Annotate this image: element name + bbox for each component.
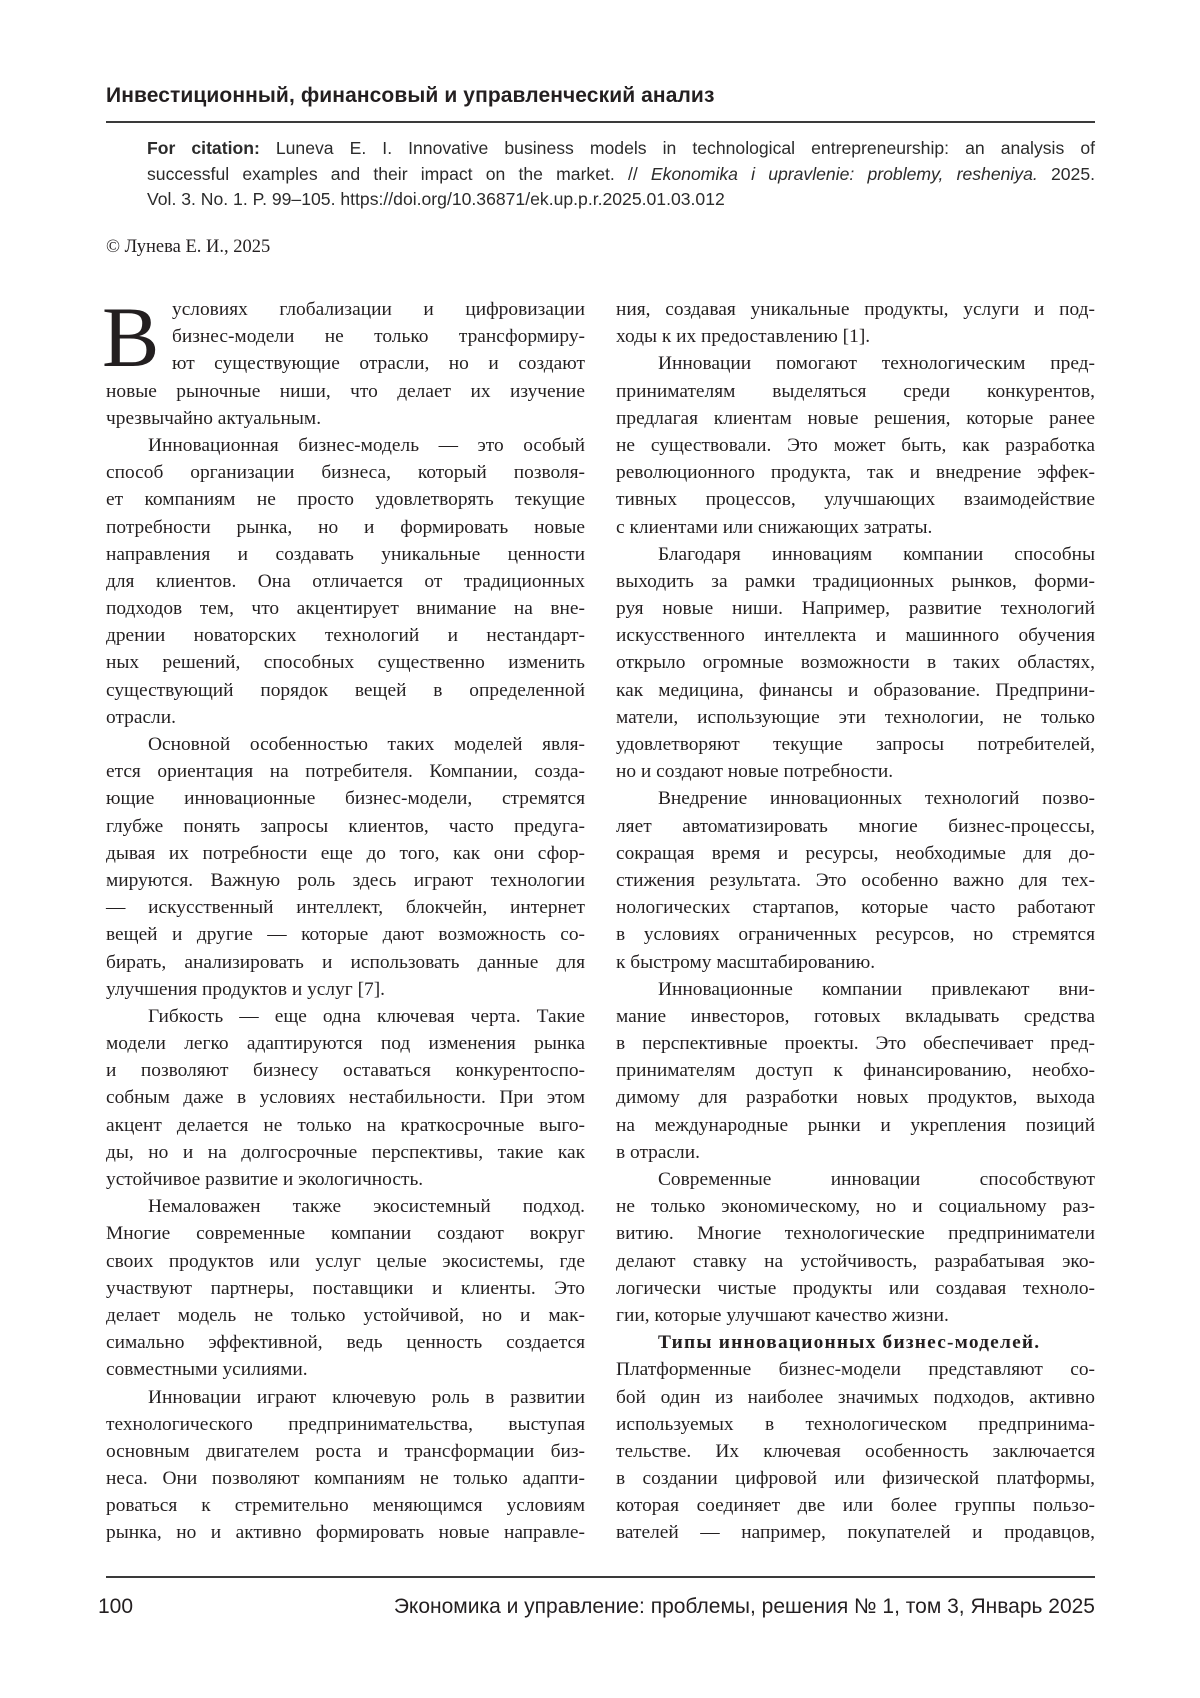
- page-number: 100: [98, 1595, 133, 1619]
- text-column-left: [106, 296, 585, 1547]
- text-line: тивных процессов, улучшающих взаимодействие: [616, 486, 1095, 513]
- text-line: нологических стартапов, которые часто работают: [616, 894, 1095, 921]
- text-line: совместными усилиями.: [106, 1356, 585, 1383]
- text-line: предлагая клиентам новые решения, которые ранее: [616, 405, 1095, 432]
- text-line: Платформенные бизнес-модели представляют со-: [616, 1356, 1095, 1383]
- text-line: чрезвычайно актуальным.: [106, 405, 585, 432]
- text-line: ющие инновационные бизнес-модели, стремятся: [106, 785, 585, 812]
- text-line: устойчивое развитие и экологичность.: [106, 1166, 585, 1193]
- text-line: мание инвесторов, готовых вкладывать средства: [616, 1003, 1095, 1030]
- text-line: участвуют партнеры, поставщики и клиенты. Это: [106, 1275, 585, 1302]
- text-line: ды, но и на долгосрочные перспективы, такие как: [106, 1139, 585, 1166]
- section-heading: Типы инновационных бизнес-моделей.: [616, 1329, 1095, 1356]
- text-line: матели, использующие эти технологии, не только: [616, 704, 1095, 731]
- text-line: рынка, но и активно формировать новые направле-: [106, 1519, 585, 1546]
- text-line: ется ориентация на потребителя. Компании, созда-: [106, 758, 585, 785]
- text-line: тельстве. Их ключевая особенность заключается: [616, 1438, 1095, 1465]
- footer-rule: [106, 1576, 1095, 1578]
- text-line: собным даже в условиях нестабильности. При этом: [106, 1084, 585, 1111]
- text-line: на международные рынки и укрепления позиций: [616, 1112, 1095, 1139]
- text-line: ют существующие отрасли, но и создают: [106, 350, 585, 377]
- text-line: дывая их потребности еще до того, как они сфор-: [106, 840, 585, 867]
- text-line: логически чистые продукты или создавая техноло-: [616, 1275, 1095, 1302]
- text-line: Внедрение инновационных технологий позво-: [616, 785, 1095, 812]
- section-title: Инвестиционный, финансовый и управленческий анализ: [106, 84, 714, 108]
- text-line: не только экономическому, но и социальному раз-: [616, 1193, 1095, 1220]
- text-line: Многие современные компании создают вокруг: [106, 1220, 585, 1247]
- text-line: направления и создавать уникальные ценности: [106, 541, 585, 568]
- text-line: революционного продукта, так и внедрение эффек-: [616, 459, 1095, 486]
- text-line: отрасли.: [106, 704, 585, 731]
- text-line: ных решений, способных существенно изменить: [106, 649, 585, 676]
- citation-text: Luneva E. I. Innovative business models in technological entrepreneurship: an analysis of: [260, 138, 1095, 158]
- text-line: делает модель не только устойчивой, но и мак-: [106, 1302, 585, 1329]
- text-line: Благодаря инновациям компании способны: [616, 541, 1095, 568]
- citation-journal: Ekonomika i upravlenie: problemy, resheniya.: [651, 164, 1038, 184]
- text-line: и позволяют бизнесу оставаться конкурентоспо-: [106, 1057, 585, 1084]
- text-line: Современные инновации способствуют: [616, 1166, 1095, 1193]
- text-line: глубже понять запросы клиентов, часто предуга-: [106, 813, 585, 840]
- text-line: бирать, анализировать и использовать данные для: [106, 949, 585, 976]
- text-line: делают ставку на устойчивость, разрабатывая эко-: [616, 1248, 1095, 1275]
- citation-text: successful examples and their impact on the market. //: [147, 164, 651, 184]
- text-column-right: [616, 296, 1095, 1547]
- text-line: Инновации играют ключевую роль в развитии: [106, 1384, 585, 1411]
- text-line: Инновационные компании привлекают вни-: [616, 976, 1095, 1003]
- text-line: новые рыночные ниши, что делает их изучение: [106, 378, 585, 405]
- text-line: в отрасли.: [616, 1139, 1095, 1166]
- text-line: в создании цифровой или физической платформы,: [616, 1465, 1095, 1492]
- text-line: как медицина, финансы и образование. Предприни-: [616, 677, 1095, 704]
- citation-block: [147, 136, 1095, 213]
- text-line: своих продуктов или услуг целые экосистемы, где: [106, 1248, 585, 1275]
- text-line: акцент делается не только на краткосрочные выго-: [106, 1112, 585, 1139]
- drop-cap: В: [102, 294, 159, 380]
- text-line: ния, создавая уникальные продукты, услуги и под-: [616, 296, 1095, 323]
- text-line: бой один из наиболее значимых подходов, активно: [616, 1384, 1095, 1411]
- text-line: руя новые ниши. Например, развитие технологий: [616, 595, 1095, 622]
- text-line: потребности рынка, но и формировать новые: [106, 514, 585, 541]
- text-line: витию. Многие технологические предприниматели: [616, 1220, 1095, 1247]
- text-line: улучшения продуктов и услуг [7].: [106, 976, 585, 1003]
- text-line: не существовали. Это может быть, как разработка: [616, 432, 1095, 459]
- citation-text: 2025.: [1038, 164, 1095, 184]
- text-line: способ организации бизнеса, который позволя-: [106, 459, 585, 486]
- text-line: ходы к их предоставлению [1].: [616, 323, 1095, 350]
- text-line: но и создают новые потребности.: [616, 758, 1095, 785]
- text-line: которая соединяет две или более группы пользо-: [616, 1492, 1095, 1519]
- text-line: технологического предпринимательства, выступая: [106, 1411, 585, 1438]
- text-line: открыло огромные возможности в таких областях,: [616, 649, 1095, 676]
- text-line: выходить за рамки традиционных рынков, форми-: [616, 568, 1095, 595]
- text-line: гии, которые улучшают качество жизни.: [616, 1302, 1095, 1329]
- citation-line: [147, 136, 1095, 162]
- text-line: дрении новаторских технологий и нестандарт-: [106, 622, 585, 649]
- footer-journal: Экономика и управление: проблемы, решения № 1, том 3, Январь 2025: [394, 1595, 1095, 1619]
- text-line: удовлетворяют текущие запросы потребителей,: [616, 731, 1095, 758]
- text-line: стижения результата. Это особенно важно для тех-: [616, 867, 1095, 894]
- text-line: с клиентами или снижающих затраты.: [616, 514, 1095, 541]
- citation-line: [147, 162, 1095, 188]
- text-line: для клиентов. Она отличается от традиционных: [106, 568, 585, 595]
- text-line: в условиях ограниченных ресурсов, но стремятся: [616, 921, 1095, 948]
- citation-doi[interactable]: Vol. 3. No. 1. P. 99–105. https://doi.org/10.36871/ek.up.p.r.2025.01.03.012: [147, 189, 725, 209]
- text-line: вещей и другие — которые дают возможность со-: [106, 921, 585, 948]
- text-line: модели легко адаптируются под изменения рынка: [106, 1030, 585, 1057]
- text-line: Основной особенностью таких моделей явля-: [106, 731, 585, 758]
- text-line: существующий порядок вещей в определенной: [106, 677, 585, 704]
- copyright: © Лунева Е. И., 2025: [106, 237, 270, 258]
- text-line: принимателям выделяться среди конкурентов,: [616, 378, 1095, 405]
- text-line: Немаловажен также экосистемный подход.: [106, 1193, 585, 1220]
- text-line: роваться к стремительно меняющимся условиям: [106, 1492, 585, 1519]
- text-line: бизнес-модели не только трансформиру-: [106, 323, 585, 350]
- text-line: Инновации помогают технологическим пред-: [616, 350, 1095, 377]
- text-line: неса. Они позволяют компаниям не только адапти-: [106, 1465, 585, 1492]
- text-line: вателей — например, покупателей и продавцов,: [616, 1519, 1095, 1546]
- text-line: — искусственный интеллект, блокчейн, интернет: [106, 894, 585, 921]
- text-line: подходов тем, что акцентирует внимание на вне-: [106, 595, 585, 622]
- text-line: димому для разработки новых продуктов, выхода: [616, 1084, 1095, 1111]
- text-line: условиях глобализации и цифровизации: [106, 296, 585, 323]
- text-line: основным двигателем роста и трансформации биз-: [106, 1438, 585, 1465]
- text-line: ет компаниям не просто удовлетворять текущие: [106, 486, 585, 513]
- text-line: ляет автоматизировать многие бизнес-процессы,: [616, 813, 1095, 840]
- text-line: сокращая время и ресурсы, необходимые для до-: [616, 840, 1095, 867]
- citation-label: For citation:: [147, 138, 260, 158]
- text-line: Инновационная бизнес-модель — это особый: [106, 432, 585, 459]
- text-line: к быстрому масштабированию.: [616, 949, 1095, 976]
- text-line: принимателям доступ к финансированию, необхо-: [616, 1057, 1095, 1084]
- citation-line: [147, 187, 1095, 213]
- text-line: искусственного интеллекта и машинного обучения: [616, 622, 1095, 649]
- text-line: симально эффективной, ведь ценность создается: [106, 1329, 585, 1356]
- header-rule: [106, 121, 1095, 123]
- text-line: Гибкость — еще одна ключевая черта. Такие: [106, 1003, 585, 1030]
- text-line: в перспективные проекты. Это обеспечивает пред-: [616, 1030, 1095, 1057]
- text-line: мируются. Важную роль здесь играют технологии: [106, 867, 585, 894]
- text-line: используемых в технологическом предпринима-: [616, 1411, 1095, 1438]
